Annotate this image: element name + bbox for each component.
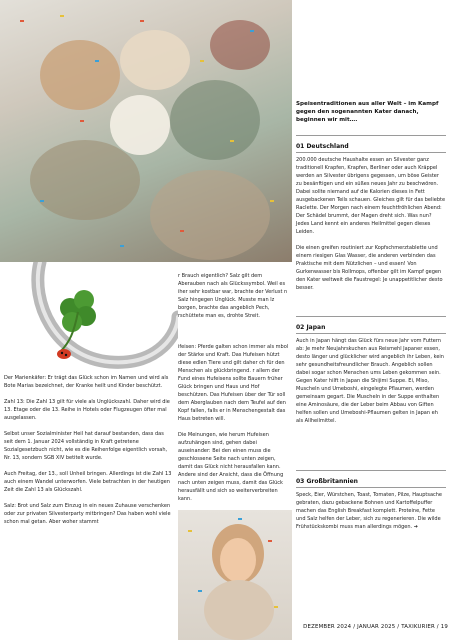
page-footer: DEZEMBER 2024 / JANUAR 2025 / TAXIKURIER / 19: [303, 624, 448, 630]
ladybug-icon: [57, 349, 71, 359]
uk-text: [296, 491, 446, 531]
paragraph: Selbst unser Sozialminister Heil hat darauf bestanden, dass das seit dem 1. Januar 2024 vollständig in Kraft getretene Sozialgesetzbuch nicht, wie es die Reihenfolge eigentlich vorsah, Nr. 13, sondern SGB XIV betitelt wurde.: [4, 431, 168, 461]
section-heading-uk: 03 Großbritannien: [296, 478, 358, 485]
divider: [296, 470, 446, 471]
divider: [296, 135, 446, 136]
paragraph: Speck, Eier, Würstchen, Toast, Tomaten, Pilze, Hauptsache gebraten, dazu gebackene Bohnen und Kartoffelpuffer machen das English Breakfast komplett. Proteine, Fette und Salz helfen der Leber, sich zu regenerieren. Die wilde Frühstückskombi muss man allerdings mögen. ➔: [296, 492, 443, 530]
section-heading-japan: 02 Japan: [296, 324, 326, 331]
intro-text: Speisentraditionen aus aller Welt – im Kampf gegen den sogenannten Kater danach, beginnen wir mit….: [296, 101, 439, 123]
paragraph: Salz: Brot und Salz zum Einzug in ein neues Zuhause verschenken oder zur privaten Silvesterparty mitbringen? Das haben wohl viele schon mal getan. Aber woher stammt: [4, 503, 171, 525]
paragraph: Die Meinungen, wie herum Hufeisen aufzuhängen sind, gehen dabei auseinander: Bei den einen muss die geschlossene Seite nach unten zeigen, damit das Glück nicht herausfallen kann. Andere sind der Ansicht, dass die Öffnung nach unten zeigen muss, damit das Glück herausfällt und sich so weiterverbreiten kann.: [178, 432, 284, 502]
divider: [296, 152, 446, 153]
japan-text: [296, 337, 446, 425]
middle-column-top-text: [178, 272, 290, 320]
paragraph: Zahl 13: Die Zahl 13 gilt für viele als Unglückszahl. Daher wird die 13. Etage oder die 13. Reihe in Hotels oder Flugzeugen öfter mal ausgelassen.: [4, 399, 170, 421]
paragraph: r Brauch eigentlich? Salz gilt dem Aberauben nach als Glückssymbol. Weil es iher sehr kostbar war, brachte der Verlust n Salz hingegen Unglück. Musste man lz borgen, brachte das angeblich Pech, rschüttete man es, drohte Streit.: [178, 273, 288, 319]
left-column-text: [4, 374, 174, 526]
paragraph: 200.000 deutsche Haushalte essen an Silvester ganz traditionell Krapfen, Krapfen, Berliner oder auch Kräppel werden an Silvester übrigens gegessen, um böse Geister zu besänftigen und ein süßes neues Jahr zu beschwören. Dabei sollte niemand auf die Kalorien dieses in Fett ausgebackenen Teils schauen. Gleiches gilt für das beliebte Raclette. Der Morgen nach einem feuchtfröhlichen Abend: Der Schädel brummt, der Magen dreht sich. Was nun? Jedes Land kennt ein anderes Heilmittel gegen dieses Leiden.: [296, 157, 446, 235]
middle-column-text: [178, 343, 290, 503]
divider: [296, 333, 446, 334]
paragraph: Auch in Japan hängt das Glück fürs neue Jahr vom Futtern ab: Je mehr Neujahrskuchen aus Reismehl Japaner essen, desto länger und glücklicher wird angeblich ihr Leben, kein sehr gesundheitsfreundlicher Brauch. Angeblich sollen dabei sogar schon Menschen ums Leben gekommen sein. Gegen Kater hilft in Japan die Shijimi Suppe. Ei, Miso, Muscheln und Umeboshi, eingelegte Pflaumen, werden gemeinsam gegart. Die Muscheln in der Suppe enthalten eine Aminosäure, die der Leber beim Abbau von Giften helfen sollen und Umeboshi-Pflaumen gelten in Japan eh als Allheilmittel.: [296, 338, 444, 424]
party-toast-photo: [0, 0, 292, 262]
paragraph: Die einen greifen routiniert zur Kopfschmerztablette und einem riesigen Glas Wasser, die anderen verbinden das Praktische mit dem Nützlichen – und essen! Von Gurkenwasser bis Rollmops, offenbar gilt im Kampf gegen den Kater weltweit die Faustregel: Je unappetitlicher desto besser.: [296, 245, 443, 291]
paragraph: Der Marienkäfer: Er trägt das Glück schon im Namen und wird als Bote Marias bezeichnet, der Kranke heilt und Kinder beschützt.: [4, 375, 169, 389]
section-heading-germany: 01 Deutschland: [296, 143, 349, 150]
paragraph: Auch Freitag, der 13., soll Unheil bringen. Allerdings ist die Zahl 13 auch einem Wandel unterworfen. Viele betrachten in der heutigen Zeit die Zahl 13 als Glückszahl.: [4, 471, 172, 493]
paragraph: ifeisen: Pferde galten schon immer als mbol der Stärke und Kraft. Das Hufeisen hützt diese edlen Tiere und gilt daher ch für den Menschen als glückbringend. r allem der Fund eines Hufeisens sollte Bauern früher Glück bringen und Haus und Hof beschützen. Das Hufeisen über der Tür soll dem Aberglauben nach dem Teufel auf den Kopf fallen, falls er in Menschengestalt das Haus betreten will.: [178, 344, 289, 422]
divider: [296, 316, 446, 317]
germany-text: [296, 156, 446, 292]
horseshoe-illustration: [0, 262, 178, 370]
horseshoe-clover-photo: [0, 262, 178, 370]
woman-confetti-photo: [178, 510, 292, 640]
divider: [296, 487, 446, 488]
